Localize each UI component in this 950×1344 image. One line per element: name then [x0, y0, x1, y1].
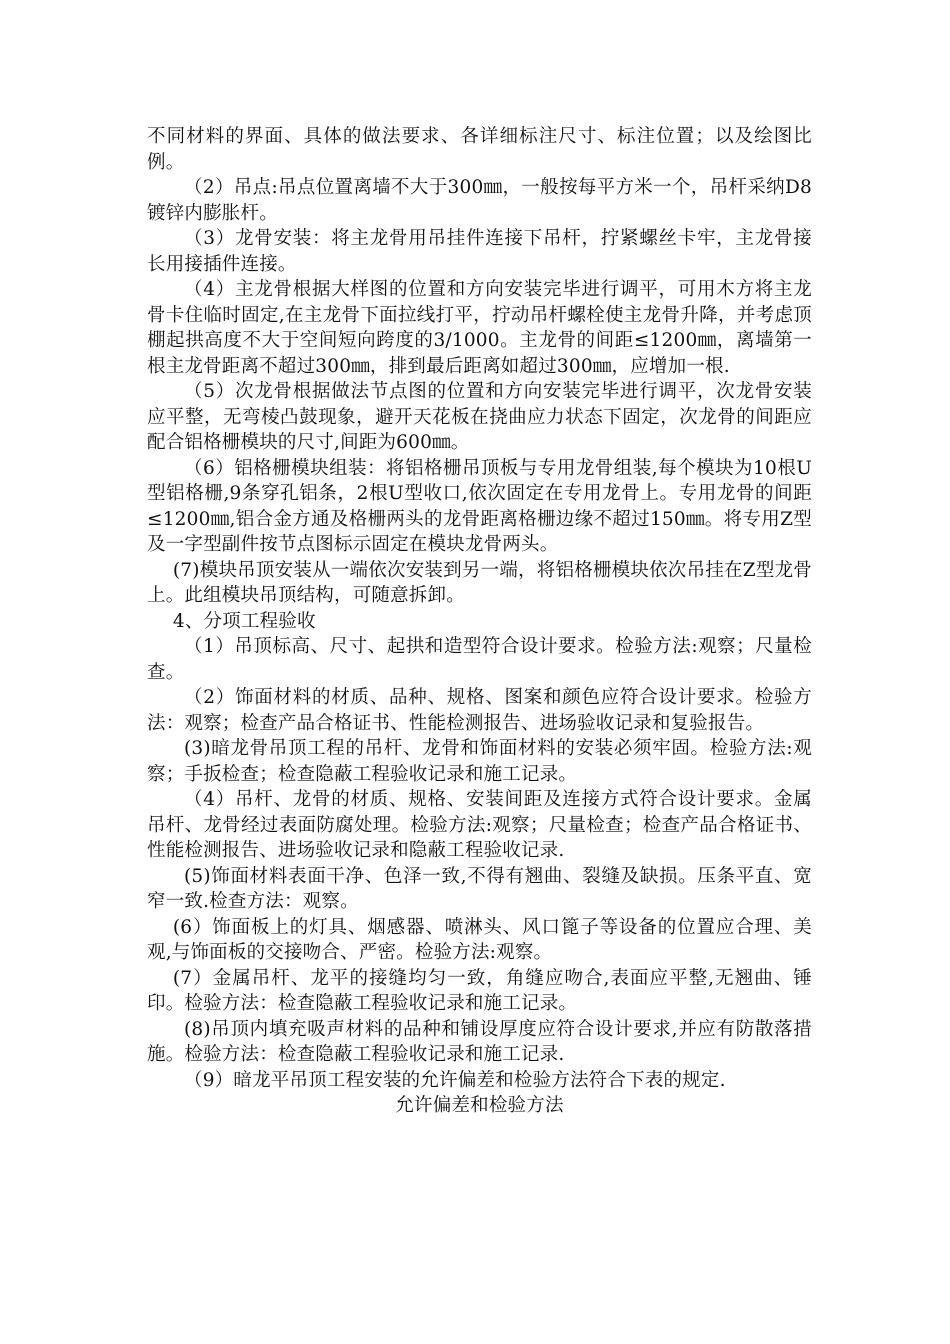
paragraph-acceptance-1: （1）吊顶标高、尺寸、起拱和造型符合设计要求。检验方法:观察；尺量检查。: [147, 636, 812, 683]
section-heading-acceptance: 4、分项工程验收: [172, 610, 316, 632]
paragraph-acceptance-5: (5)饰面材料表面干净、色泽一致,不得有翘曲、裂缝及缺损。压条平直、宽窄一致.检查方法：观察。: [147, 865, 812, 912]
paragraph-acceptance-2: （2）饰面材料的材质、品种、规格、图案和颜色应符合设计要求。检验方法：观察；检查产品合格证书、性能检测报告、进场验收记录和复验报告。: [147, 687, 812, 734]
document-body: [147, 124, 812, 1119]
table-caption: 允许偏差和检验方法: [395, 1095, 564, 1116]
paragraph-secondary-keel: （5）次龙骨根据做法节点图的位置和方向安装完毕进行调平，次龙骨安装应平整，无弯棱凸鼓现象，避开天花板在挠曲应力状态下固定，次龙骨的间距应配合铝格栅模块的尺寸,间距为600㎜。: [147, 381, 812, 453]
paragraph-module-ceiling-install: (7)模块吊顶安装从一端依次安装到另一端，将铝格栅模块依次吊挂在Z型龙骨上。此组模块吊顶结构，可随意拆卸。: [147, 559, 812, 606]
paragraph-continuation: 不同材料的界面、具体的做法要求、各详细标注尺寸、标注位置；以及绘图比例。: [147, 126, 812, 173]
paragraph-acceptance-9: （9）暗龙平吊顶工程安装的允许偏差和检验方法符合下表的规定.: [184, 1069, 726, 1091]
paragraph-acceptance-8: (8)吊顶内填充吸声材料的品种和铺设厚度应符合设计要求,并应有防散落措施。检验方法：检查隐蔽工程验收记录和施工记录.: [147, 1018, 812, 1065]
paragraph-acceptance-6: (6）饰面板上的灯具、烟感器、喷淋头、风口篦子等设备的位置应合理、美观,与饰面板的交接吻合、严密。检验方法:观察。: [147, 916, 812, 963]
paragraph-acceptance-7: (7）金属吊杆、龙平的接缝均匀一致，角缝应吻合,表面应平整,无翘曲、锤印。检验方法：检查隐蔽工程验收记录和施工记录。: [147, 967, 812, 1014]
paragraph-main-keel-leveling: （4）主龙骨根据大样图的位置和方向安装完毕进行调平，可用木方将主龙骨卡住临时固定,在主龙骨下面拉线打平，拧动吊杆螺栓使主龙骨升降，并考虑顶棚起拱高度不大于空间短向跨度的3/1000。主龙骨的间距≤1200㎜，离墙第一根主龙骨距离不超过300㎜，排到最后距离如超过300㎜，应增加一根.: [147, 279, 812, 377]
paragraph-grille-assembly: （6）铝格栅模块组装：将铝格栅吊顶板与专用龙骨组装,每个模块为10根U型铝格栅,9条穿孔铝条，2根U型收口,依次固定在专用龙骨上。专用龙骨的间距≤1200㎜,铝合金方通及格栅两头的龙骨距离格栅边缘不超过150㎜。将专用Z型及一字型副件按节点图标示固定在模块龙骨两头。: [147, 457, 812, 555]
paragraph-hanging-points: （2）吊点:吊点位置离墙不大于300㎜，一般按每平方米一个，吊杆采纳D8镀锌内膨胀杆。: [147, 177, 812, 224]
paragraph-keel-install: （3）龙骨安装：将主龙骨用吊挂件连接下吊杆，拧紧螺丝卡牢，主龙骨接长用接插件连接。: [147, 228, 812, 275]
paragraph-acceptance-3: (3)暗龙骨吊顶工程的吊杆、龙骨和饰面材料的安装必须牢固。检验方法:观察；手扳检查；检查隐蔽工程验收记录和施工记录。: [147, 738, 812, 785]
paragraph-acceptance-4: （4）吊杆、龙骨的材质、规格、安装间距及连接方式符合设计要求。金属吊杆、龙骨经过表面防腐处理。检验方法:观察；尺量检查；检查产品合格证书、性能检测报告、进场验收记录和隐蔽工程验收记录.: [147, 789, 812, 861]
